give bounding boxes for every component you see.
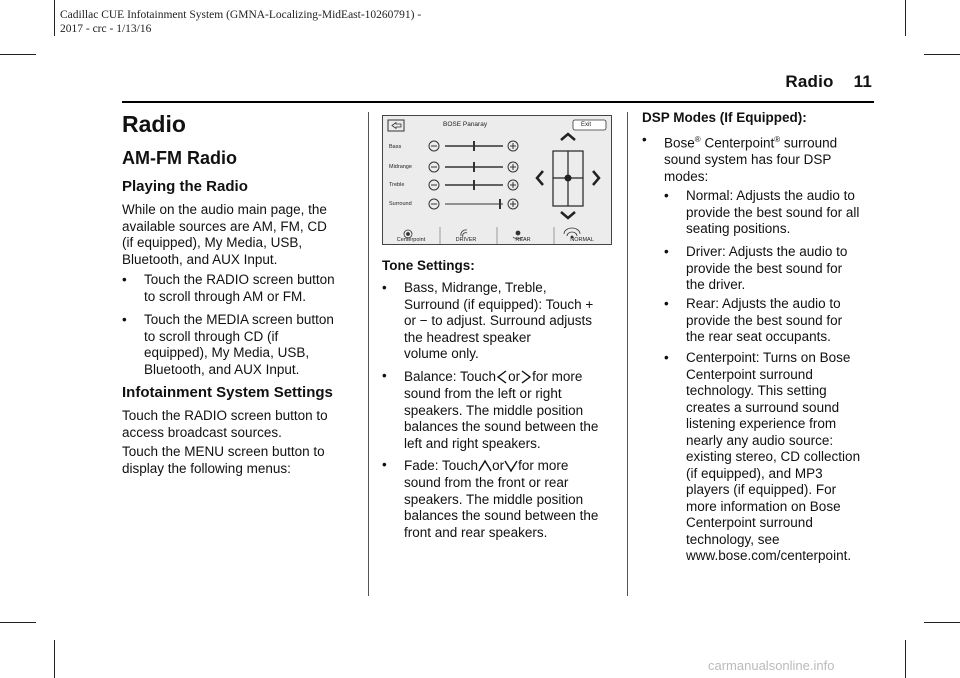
- running-head: [785, 72, 872, 92]
- bullet-mark: •: [664, 350, 669, 365]
- crop-mark: [924, 622, 960, 623]
- tone-sliders: [429, 141, 518, 209]
- text-line: nearly any audio source:: [686, 432, 834, 448]
- text-line: left and right speakers.: [404, 435, 541, 451]
- text-line: (if equipped), and MP3: [686, 465, 823, 481]
- slider-label-treble: Treble: [389, 182, 405, 188]
- bullet-mark: •: [664, 296, 669, 311]
- bullet-mark: •: [642, 132, 647, 147]
- bullet-fade: [382, 457, 622, 541]
- text-line: modes:: [664, 168, 709, 184]
- text-line: Centerpoint: Turns on Bose: [686, 350, 851, 365]
- chevron-down-icon: [504, 459, 518, 473]
- text-line: sound system has four DSP: [664, 152, 832, 167]
- bullet-tone-adjust: [382, 280, 622, 364]
- text-run: for more: [518, 458, 569, 473]
- bullet-media: [122, 312, 362, 380]
- subbullet-rear: [664, 296, 884, 348]
- subbullet-centerpoint: [664, 350, 894, 570]
- text-line: provide the best sound for: [686, 260, 843, 276]
- text-line: Normal: Adjusts the audio to: [686, 188, 855, 203]
- bullet-balance: [382, 368, 622, 452]
- text-line: balances the sound between the: [404, 419, 599, 434]
- crop-mark: [0, 622, 36, 623]
- bullet-mark: •: [382, 368, 387, 383]
- tone-settings-heading: Tone Settings:: [382, 258, 475, 273]
- bullet-radio: [122, 272, 362, 306]
- text-line: provide the best sound for: [686, 312, 843, 328]
- text-run: or: [508, 369, 521, 384]
- bullet-mark: •: [122, 272, 127, 287]
- bullet-mark: •: [664, 188, 669, 203]
- subbullet-driver: [664, 244, 884, 296]
- text-line: www.bose.com/centerpoint.: [686, 548, 852, 563]
- exit-button-label: Exit: [581, 122, 592, 128]
- registered-mark: ®: [774, 135, 781, 144]
- back-icon: [388, 120, 404, 131]
- bullet-mark: •: [664, 244, 669, 259]
- header-line-1: Cadillac CUE Infotainment System (GMNA-Localizing-MidEast-10260791) -: [60, 9, 422, 21]
- column-divider-2: [627, 112, 628, 596]
- text-line: While on the audio main page, the: [122, 202, 327, 217]
- text-line: sound from the left or right: [404, 386, 562, 401]
- text-line: the rear seat occupants.: [686, 329, 831, 344]
- bullet-mark: •: [382, 280, 387, 295]
- dsp-modes-heading: DSP Modes (If Equipped):: [642, 110, 807, 125]
- chevron-right-icon: [520, 370, 532, 384]
- text-line: existing stereo, CD collection: [686, 449, 861, 464]
- mode-normal: NORMAL: [570, 237, 594, 243]
- text-line: to scroll through CD (if: [144, 328, 279, 344]
- bullet-mark: •: [122, 312, 127, 327]
- text-run: Centerpoint: [700, 135, 775, 151]
- mode-rear: REAR: [515, 237, 531, 243]
- chevron-left-icon: [496, 370, 508, 384]
- header-line-2: 2017 - crc - 1/13/16: [60, 23, 152, 35]
- text-line: display the following menus:: [122, 460, 291, 476]
- text-line: Bass, Midrange, Treble,: [404, 280, 547, 295]
- text-run: Fade: Touch: [404, 458, 479, 473]
- text-line: available sources are AM, FM, CD: [122, 218, 327, 234]
- crop-mark: [0, 54, 36, 55]
- text-run: for more: [532, 369, 583, 384]
- text-line: front and rear speakers.: [404, 524, 548, 540]
- text-line: (if equipped), My Media, USB,: [122, 235, 303, 250]
- text-line: volume only.: [404, 346, 479, 361]
- slider-label-midrange: Midrange: [389, 164, 412, 170]
- crop-mark: [54, 0, 55, 36]
- text-line: balances the sound between the: [404, 508, 599, 523]
- text-run: surround: [780, 135, 838, 151]
- balance-fade-grid: [537, 134, 599, 218]
- topic-heading-settings: Infotainment System Settings: [122, 384, 333, 401]
- text-line: Touch the RADIO screen button: [144, 272, 335, 287]
- text-line: Bluetooth, and AUX Input.: [122, 251, 278, 267]
- text-line: Touch the RADIO screen button to: [122, 408, 328, 423]
- text-line: to scroll through AM or FM.: [144, 288, 307, 304]
- text-line: speakers. The middle position: [404, 491, 584, 507]
- text-line: listening experience from: [686, 416, 837, 431]
- text-line: Centerpoint surround: [686, 515, 813, 530]
- text-line: equipped), My Media, USB,: [144, 345, 310, 360]
- section-title: Radio: [122, 111, 186, 137]
- text-line: Bluetooth, and AUX Input.: [144, 361, 300, 377]
- back-arrow-icon: [392, 123, 401, 129]
- text-line: speakers. The middle position: [404, 402, 584, 418]
- text-line: Rear: Adjusts the audio to: [686, 296, 841, 311]
- crop-mark: [924, 54, 960, 55]
- bullet-bose-centerpoint: [642, 132, 882, 184]
- text-run: or: [492, 458, 505, 473]
- text-line: provide the best sound for all: [686, 204, 860, 220]
- crop-mark: [54, 640, 55, 678]
- text-line: technology. This setting: [686, 383, 827, 398]
- crop-mark: [905, 0, 906, 36]
- text-line: Centerpoint surround: [686, 366, 813, 382]
- subbullet-normal: [664, 188, 884, 240]
- paragraph-menu-button: [122, 444, 325, 477]
- registered-mark: ®: [694, 135, 701, 144]
- subsection-title: AM-FM Radio: [122, 148, 237, 168]
- text-line: Touch the MEDIA screen button: [144, 312, 334, 327]
- slider-label-surround: Surround: [389, 201, 412, 207]
- text-line: sound from the front or rear: [404, 475, 569, 490]
- text-line: the driver.: [686, 277, 746, 292]
- text-line: Driver: Adjusts the audio to: [686, 244, 848, 259]
- watermark-footer: carmanualsonline.info: [708, 658, 835, 673]
- text-run: Balance: Touch: [404, 369, 497, 384]
- paragraph-radio-button: [122, 408, 328, 441]
- text-line: more information on Bose: [686, 498, 841, 514]
- text-line: Surround (if equipped): Touch +: [404, 296, 594, 312]
- text-line: Touch the MENU screen button to: [122, 444, 325, 459]
- bullet-mark: •: [382, 457, 387, 472]
- paragraph-sources: [122, 202, 327, 268]
- mode-centerpoint: Centerpoint: [396, 237, 426, 243]
- screen-graphics: [383, 116, 612, 245]
- column-divider-1: [368, 112, 369, 596]
- text-line: seating positions.: [686, 221, 791, 236]
- topic-heading-playing: Playing the Radio: [122, 178, 248, 195]
- crop-mark: [905, 640, 906, 678]
- page-number: 11: [853, 72, 872, 91]
- screen-title: BOSE Panaray: [443, 121, 488, 128]
- document-header: [60, 8, 421, 36]
- bose-panaray-screen-image: [382, 115, 612, 245]
- text-line: technology, see: [686, 531, 780, 547]
- running-head-title: Radio: [785, 72, 834, 91]
- text-line: or − to adjust. Surround adjusts: [404, 313, 592, 328]
- mode-driver: DRIVER: [455, 237, 477, 243]
- text-line: creates a surround sound: [686, 399, 840, 415]
- header-rule: [122, 101, 874, 103]
- text-line: players (if equipped). For: [686, 482, 837, 497]
- text-line: access broadcast sources.: [122, 424, 282, 440]
- text-run: Bose: [664, 135, 695, 151]
- text-line: the headrest speaker: [404, 329, 531, 345]
- slider-label-bass: Bass: [389, 144, 402, 150]
- chevron-up-icon: [478, 459, 492, 473]
